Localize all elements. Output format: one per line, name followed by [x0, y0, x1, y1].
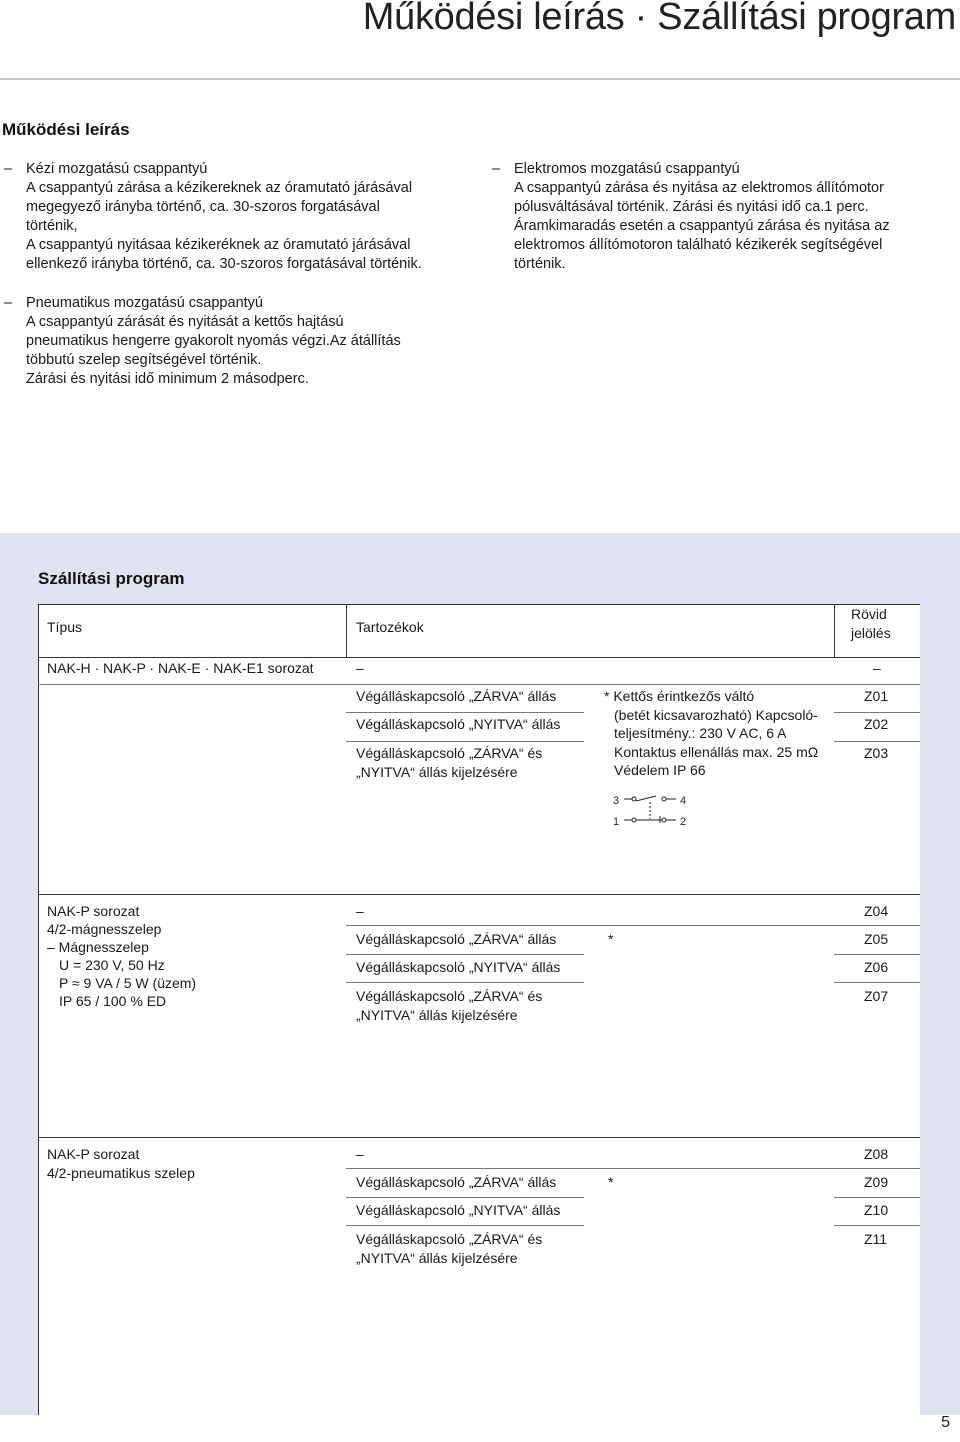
list-dash: – [4, 295, 13, 311]
paragraph-line: többutú szelep segítségével történik. [26, 352, 262, 368]
accessory-line: „NYITVA“ állás kijelzésére [356, 1006, 518, 1023]
terminal-label-1: 1 [613, 816, 620, 828]
changeover-contact-diagram [610, 790, 700, 832]
section-heading-description: Működési leírás [2, 120, 130, 139]
row-separator [834, 741, 920, 742]
row-separator [346, 1197, 584, 1198]
accessory-cell: – [356, 1146, 364, 1162]
code-cell: Z11 [864, 1231, 888, 1247]
row-separator [346, 1225, 584, 1226]
paragraph-line: A csappantyú nyitásaa kézikeréknek az óramutató járásával [26, 237, 411, 253]
type-line: 4/2-mágnesszelep [47, 921, 162, 937]
row-separator [346, 982, 584, 983]
row-separator [834, 954, 920, 955]
paragraph-line: történik, [26, 218, 78, 234]
paragraph-line: elektromos állítómotoron található kézikerék segítségével [514, 237, 883, 253]
accessory-cell: Végálláskapcsoló „NYITVA“ állás [356, 716, 561, 732]
note-line: (betét kicsavarozható) Kapcsoló- [614, 706, 818, 723]
column-divider [346, 604, 347, 657]
contact-note [604, 687, 818, 780]
list-dash: – [4, 161, 13, 177]
group-divider-line [38, 1137, 920, 1138]
paragraph-line: A csappantyú zárása és nyitása az elektromos állítómotor [514, 180, 884, 196]
note-reference: * [608, 931, 614, 947]
accessory-cell [356, 1230, 542, 1267]
column-header-code-line: Rövid [851, 606, 887, 622]
delivery-program-table [38, 604, 920, 1415]
note-reference: * [608, 1174, 614, 1190]
type-cell [47, 902, 196, 1010]
type-line: NAK-P sorozat [47, 1146, 140, 1162]
column-header-code-line: jelölés [851, 624, 891, 641]
terminal-label-3: 3 [613, 795, 620, 807]
table-border-left [38, 604, 39, 1415]
accessory-cell: Végálláskapcsoló „NYITVA“ állás [356, 959, 561, 975]
accessory-line: Végálláskapcsoló „ZÁRVA“ és [356, 988, 543, 1004]
row-separator [346, 925, 920, 926]
paragraph-line: megegyező irányba történő, ca. 30-szoros forgatásával [26, 199, 380, 215]
note-line: teljesítmény.: 230 V AC, 6 A [614, 725, 787, 741]
note-line: Védelem IP 66 [614, 762, 706, 778]
accessory-cell: Végálláskapcsoló „ZÁRVA“ állás [356, 931, 557, 947]
header-divider [0, 78, 960, 80]
accessory-cell: – [356, 660, 364, 676]
row-separator [834, 982, 920, 983]
code-cell: Z05 [864, 931, 889, 947]
column-header-type: Típus [47, 619, 83, 635]
accessory-cell: – [356, 903, 364, 919]
header-divider-line [38, 657, 920, 658]
row-separator [834, 1225, 920, 1226]
section-heading-program: Szállítási program [38, 569, 185, 588]
code-cell: Z06 [864, 959, 889, 975]
paragraph-line: A csappantyú zárása a kézikereknek az óramutató járásával [26, 180, 413, 196]
accessory-line: „NYITVA“ állás kijelzésére [356, 1249, 518, 1266]
group-divider-line [38, 894, 920, 895]
manual-actuation-paragraph [4, 160, 474, 280]
paragraph-line: ellenkező irányba történő, ca. 30-szoros forgatásával történik. [26, 256, 422, 272]
column-header-code [851, 605, 891, 642]
accessory-line: Végálláskapcsoló „ZÁRVA“ és [356, 1231, 543, 1247]
type-line: NAK-P sorozat [47, 903, 140, 919]
code-cell: Z03 [864, 745, 889, 761]
note-line: Kontaktus ellenállás max. 25 mΩ [614, 743, 819, 760]
code-cell: Z04 [864, 903, 889, 919]
row-separator [834, 1197, 920, 1198]
row-separator [38, 684, 920, 685]
paragraph-line: pneumatikus hengerre gyakorolt nyomás végzi.Az átállítás [26, 333, 401, 349]
code-cell: Z08 [864, 1146, 889, 1162]
electric-actuation-paragraph [492, 160, 952, 280]
accessory-cell [356, 987, 542, 1024]
paragraph-line: Elektromos mozgatású csappantyú [514, 161, 740, 177]
list-dash: – [492, 161, 501, 177]
code-cell: – [873, 660, 881, 676]
row-separator [834, 712, 920, 713]
code-cell: Z01 [864, 688, 889, 704]
row-separator [346, 1168, 920, 1169]
paragraph-line: történik. [514, 256, 566, 272]
type-line: – Mágnesszelep [47, 939, 149, 955]
type-line: P ≈ 9 VA / 5 W (üzem) [59, 975, 197, 991]
paragraph-line: Zárási és nyitási idő minimum 2 másodperc. [26, 371, 309, 387]
paragraph-line: Áramkimaradás esetén a csappantyú zárása és nyitása az [514, 218, 890, 234]
column-header-accessories: Tartozékok [356, 619, 424, 635]
note-line: * Kettős érintkezős váltó [604, 688, 755, 704]
type-cell [47, 1145, 195, 1182]
code-cell: Z07 [864, 988, 889, 1004]
row-separator [346, 712, 584, 713]
row-separator [346, 954, 584, 955]
accessory-cell: Végálláskapcsoló „NYITVA“ állás [356, 1202, 561, 1218]
column-divider [834, 604, 835, 657]
accessory-line: „NYITVA“ állás kijelzésére [356, 763, 518, 780]
accessory-cell [356, 744, 542, 781]
type-line: 4/2-pneumatikus szelep [47, 1164, 195, 1181]
type-line: IP 65 / 100 % ED [59, 993, 167, 1009]
pneumatic-actuation-paragraph [4, 294, 474, 394]
accessory-line: Végálláskapcsoló „ZÁRVA“ és [356, 745, 543, 761]
code-cell: Z10 [864, 1202, 889, 1218]
page-title: Működési leírás · Szállítási program [362, 0, 956, 38]
table-border-top [38, 604, 920, 605]
code-cell: Z09 [864, 1174, 889, 1190]
terminal-label-2: 2 [680, 816, 687, 828]
code-cell: Z02 [864, 716, 889, 732]
type-cell: NAK-H · NAK-P · NAK-E · NAK-E1 sorozat [47, 660, 314, 676]
paragraph-line: pólusváltásával történik. Zárási és nyitási idő ca.1 perc. [514, 199, 869, 215]
accessory-cell: Végálláskapcsoló „ZÁRVA“ állás [356, 1174, 557, 1190]
paragraph-line: Kézi mozgatású csappantyú [26, 161, 208, 177]
paragraph-line: Pneumatikus mozgatású csappantyú [26, 295, 263, 311]
paragraph-line: A csappantyú zárását és nyitását a kettős hajtású [26, 314, 344, 330]
accessory-cell: Végálláskapcsoló „ZÁRVA“ állás [356, 688, 557, 704]
page-number: 5 [941, 1414, 950, 1431]
terminal-label-4: 4 [680, 795, 687, 807]
row-separator [346, 741, 584, 742]
type-line: U = 230 V, 50 Hz [59, 957, 165, 973]
contact-symbol [624, 796, 676, 823]
